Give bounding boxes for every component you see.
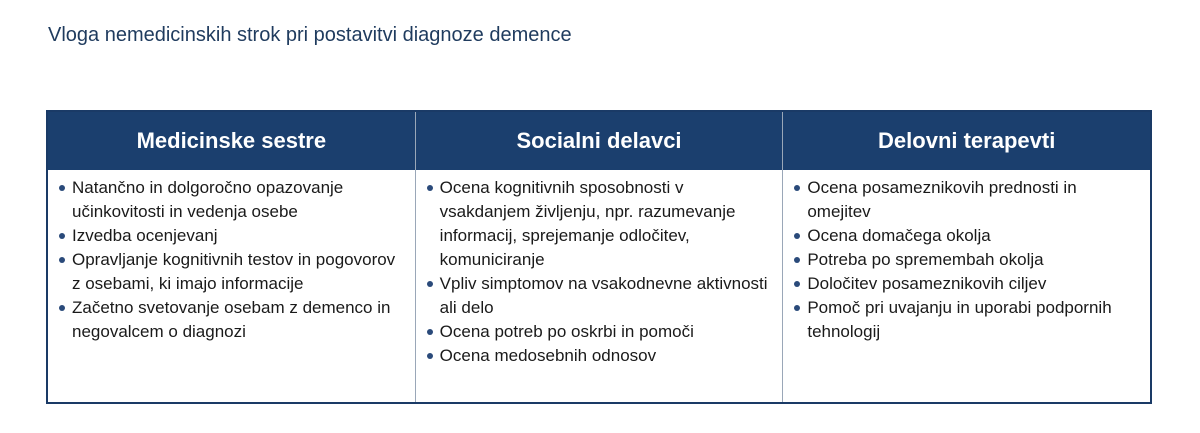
list-item: Vpliv simptomov na vsakodnevne aktivnosti ali delo <box>424 272 775 320</box>
column-body <box>783 170 1150 344</box>
list-item: Ocena posameznikovih prednosti in omejitev <box>791 176 1142 224</box>
bullet-list <box>791 176 1142 344</box>
list-item: Ocena kognitivnih sposobnosti v vsakdanjem življenju, npr. razumevanje informacij, sprejemanje odločitev, komuniciranje <box>424 176 775 272</box>
list-item: Začetno svetovanje osebam z demenco in negovalcem o diagnozi <box>56 296 407 344</box>
column-header: Socialni delavci <box>416 112 783 170</box>
bullet-list <box>56 176 407 344</box>
list-item: Določitev posameznikovih ciljev <box>791 272 1142 296</box>
list-item: Potreba po spremembah okolja <box>791 248 1142 272</box>
list-item: Izvedba ocenjevanj <box>56 224 407 248</box>
list-item: Ocena potreb po oskrbi in pomoči <box>424 320 775 344</box>
list-item: Ocena domačega okolja <box>791 224 1142 248</box>
list-item: Ocena medosebnih odnosov <box>424 344 775 368</box>
list-item: Pomoč pri uvajanju in uporabi podpornih tehnologij <box>791 296 1142 344</box>
list-item: Opravljanje kognitivnih testov in pogovorov z osebami, ki imajo informacije <box>56 248 407 296</box>
page-title: Vloga nemedicinskih strok pri postavitvi diagnoze demence <box>48 24 572 46</box>
column-body <box>416 170 783 368</box>
column-occupational-therapists <box>783 112 1150 402</box>
column-social-workers <box>416 112 784 402</box>
bullet-list <box>424 176 775 368</box>
column-header: Medicinske sestre <box>48 112 415 170</box>
column-nurses <box>48 112 416 402</box>
roles-table <box>46 110 1152 404</box>
column-header: Delovni terapevti <box>783 112 1150 170</box>
column-body <box>48 170 415 344</box>
list-item: Natančno in dolgoročno opazovanje učinkovitosti in vedenja osebe <box>56 176 407 224</box>
